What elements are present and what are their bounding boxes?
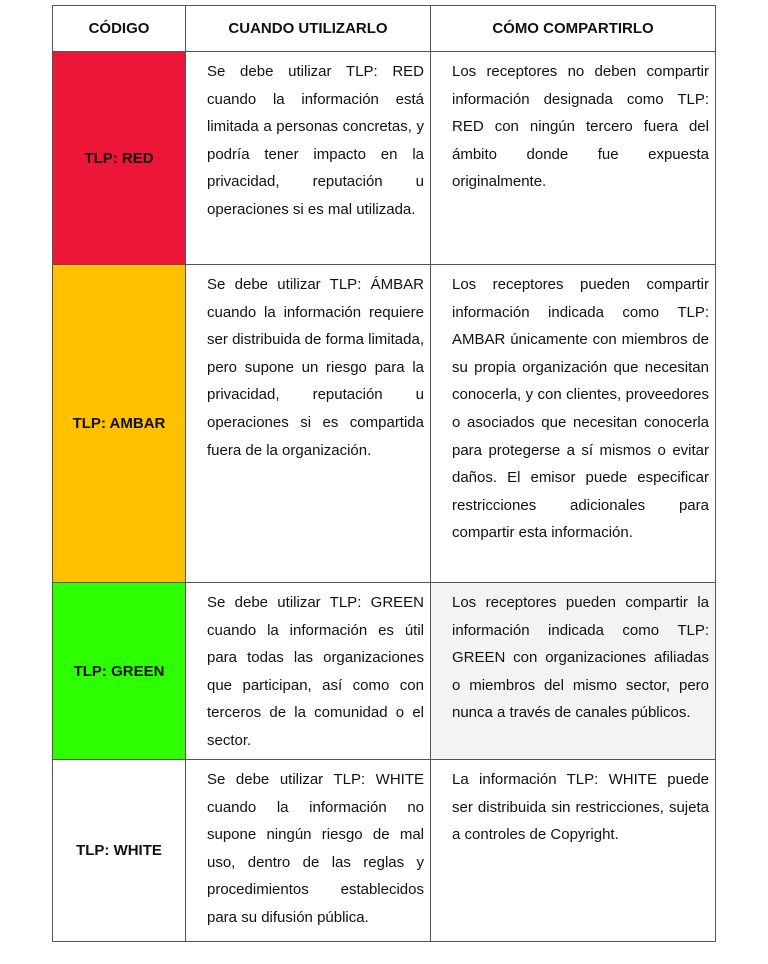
header-code: CÓDIGO — [53, 6, 186, 52]
how-cell-white: La información TLP: WHITE puede ser distribuida sin restricciones, sujeta a controles de Copyright. — [431, 760, 716, 942]
header-row — [53, 6, 716, 52]
tlp-table — [52, 5, 716, 942]
when-cell-green: Se debe utilizar TLP: GREEN cuando la información es útil para todas las organizaciones que participan, así como con terceros de la comunidad o el sector. — [186, 583, 431, 760]
header-how: CÓMO COMPARTIRLO — [431, 6, 716, 52]
table-row-green — [53, 583, 716, 760]
code-cell-amber: TLP: AMBAR — [53, 265, 186, 583]
table-row-white — [53, 760, 716, 942]
how-cell-red: Los receptores no deben compartir información designada como TLP: RED con ningún tercero fuera del ámbito donde fue expuesta originalmente. — [431, 52, 716, 265]
header-when: CUANDO UTILIZARLO — [186, 6, 431, 52]
table-row-amber — [53, 265, 716, 583]
code-cell-green: TLP: GREEN — [53, 583, 186, 760]
code-cell-red: TLP: RED — [53, 52, 186, 265]
when-cell-white: Se debe utilizar TLP: WHITE cuando la información no supone ningún riesgo de mal uso, dentro de las reglas y procedimientos establecidos para su difusión pública. — [186, 760, 431, 942]
code-cell-white: TLP: WHITE — [53, 760, 186, 942]
when-cell-red: Se debe utilizar TLP: RED cuando la información está limitada a personas concretas, y podría tener impacto en la privacidad, reputación u operaciones si es mal utilizada. — [186, 52, 431, 265]
when-cell-amber: Se debe utilizar TLP: ÁMBAR cuando la información requiere ser distribuida de forma limitada, pero supone un riesgo para la privacidad, reputación u operaciones si es compartida fuera de la organización. — [186, 265, 431, 583]
how-cell-green: Los receptores pueden compartir la información indicada como TLP: GREEN con organizaciones afiliadas o miembros del mismo sector, pero nunca a través de canales públicos. — [431, 583, 716, 760]
table-row-red — [53, 52, 716, 265]
how-cell-amber: Los receptores pueden compartir información indicada como TLP: AMBAR únicamente con miembros de su propia organización que necesitan conocerla, y con clientes, proveedores o asociados que necesitan conocerla para protegerse a sí mismos o evitar daños. El emisor puede especificar restricciones adicionales para compartir esta información. — [431, 265, 716, 583]
